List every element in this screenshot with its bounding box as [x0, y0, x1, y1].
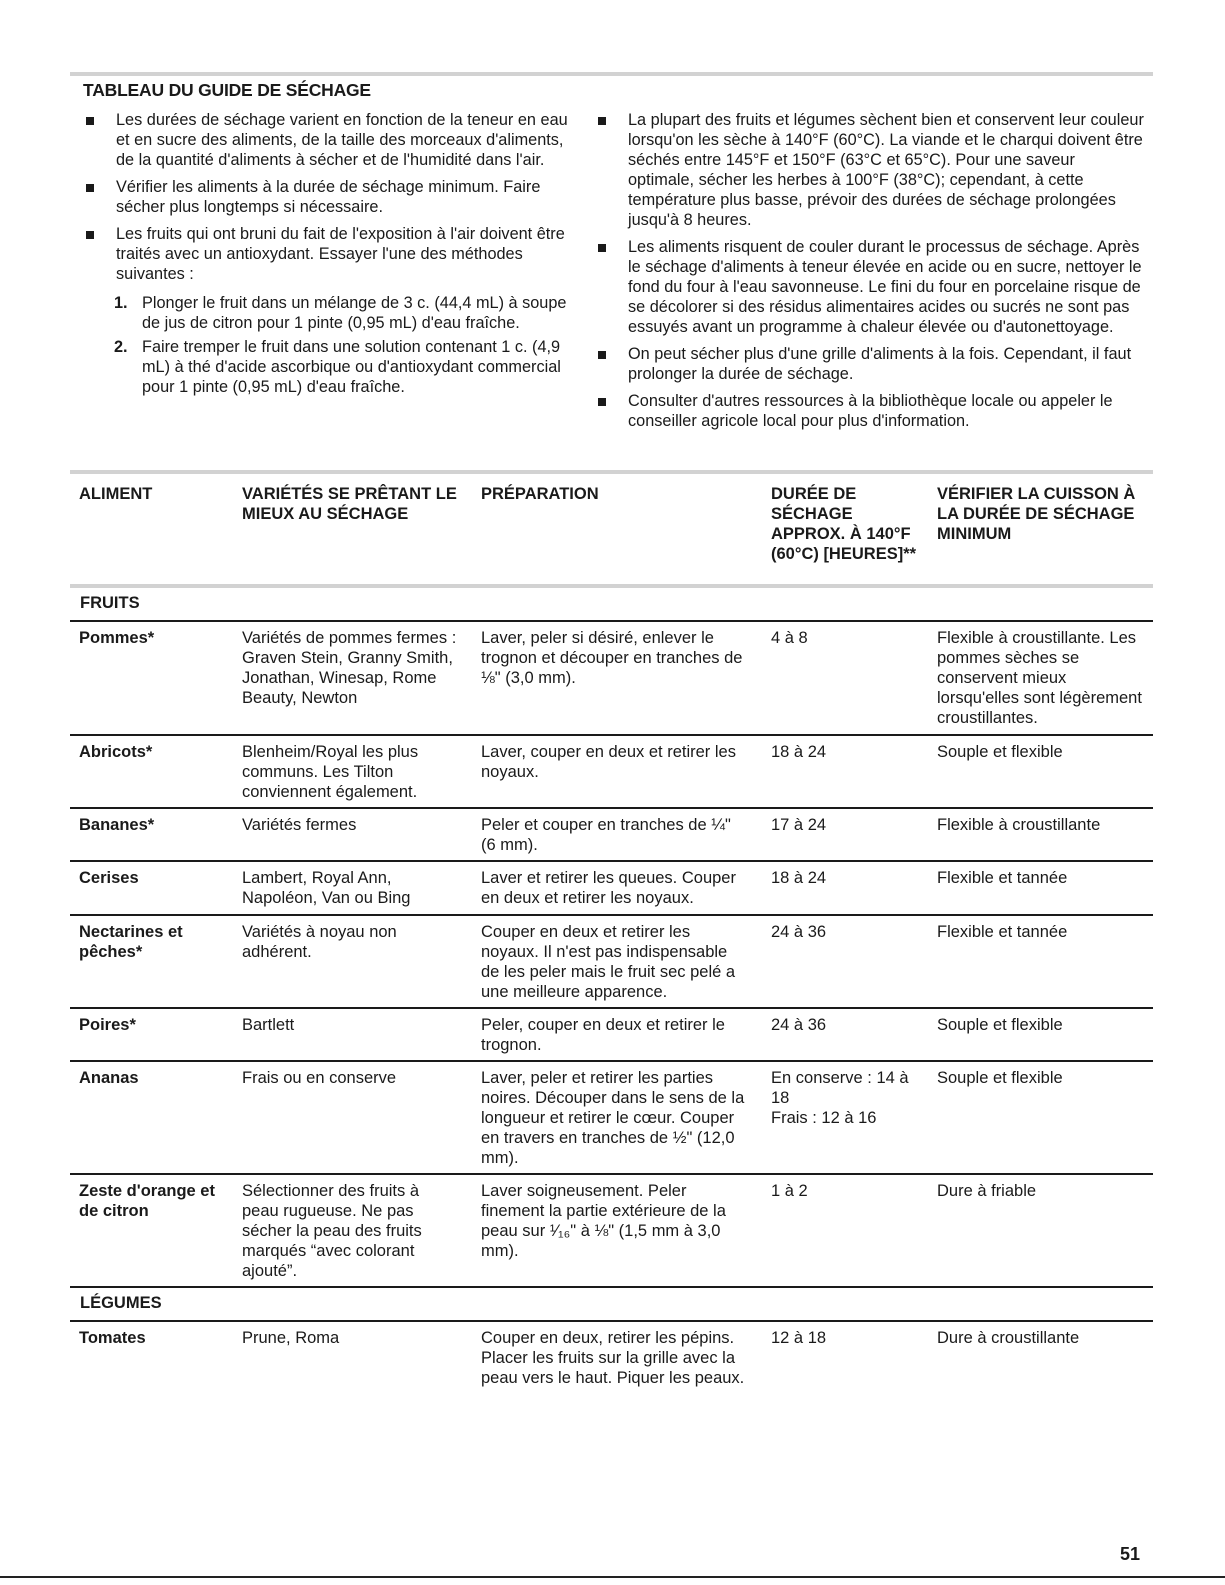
section-fruits: FRUITS [80, 594, 140, 612]
cell-varietes: Variétés de pommes fermes : Graven Stein, Granny Smith, Jonathan, Winesap, Rome Beauty, Newton [242, 629, 457, 707]
cell-varietes: Variétés à noyau non adhérent. [242, 923, 397, 961]
section-legumes: LÉGUMES [80, 1294, 162, 1312]
cell-aliment: Abricots* [79, 743, 153, 761]
row-divider [70, 1060, 1153, 1062]
cell-duree: En conserve : 14 à 18 Frais : 12 à 16 [771, 1069, 909, 1127]
cell-verifier: Souple et flexible [937, 1069, 1063, 1087]
header-bottom-band [70, 584, 1153, 588]
cell-duree: 1 à 2 [771, 1182, 808, 1200]
cell-duree: 24 à 36 [771, 1016, 827, 1034]
header-preparation: PRÉPARATION [481, 485, 599, 503]
cell-verifier: Flexible à croustillante [937, 816, 1101, 834]
header-aliment: ALIMENT [79, 485, 153, 503]
header-varietes: VARIÉTÉS SE PRÊTANT LE MIEUX AU SÉCHAGE [242, 485, 457, 523]
bullet-item: Les durées de séchage varient en fonction de la teneur en eau et en sucre des aliments, de la taille des morceaux d'aliments, de la quantité d'aliments à sécher et de l'humidité dans l'air. [82, 110, 574, 170]
cell-duree: 12 à 18 [771, 1329, 827, 1347]
cell-varietes: Prune, Roma [242, 1329, 340, 1347]
table-header-band [70, 470, 1153, 474]
row-divider [70, 1286, 1153, 1288]
step-number: 2. [114, 338, 128, 356]
row-divider [70, 734, 1153, 736]
cell-duree: 24 à 36 [771, 923, 827, 941]
row-divider [70, 807, 1153, 809]
cell-aliment: Nectarines et pêches* [79, 923, 183, 961]
numbered-step [82, 337, 574, 397]
bullet-item: Les fruits qui ont bruni du fait de l'exposition à l'air doivent être traités avec un antioxydant. Essayer l'une des méthodes suivantes : [82, 224, 574, 284]
cell-aliment: Poires* [79, 1016, 136, 1034]
cell-varietes: Lambert, Royal Ann, Napoléon, Van ou Bing [242, 869, 411, 907]
row-divider [70, 1007, 1153, 1009]
cell-preparation: Peler, couper en deux et retirer le trognon. [481, 1016, 725, 1054]
cell-verifier: Flexible et tannée [937, 869, 1068, 887]
header-verifier: VÉRIFIER LA CUISSON À LA DURÉE DE SÉCHAGE MINIMUM [937, 485, 1136, 543]
row-divider [70, 620, 1153, 622]
bullet-item: Vérifier les aliments à la durée de séchage minimum. Faire sécher plus longtemps si nécessaire. [82, 177, 574, 217]
cell-preparation: Laver soigneusement. Peler finement la partie extérieure de la peau sur ¹⁄₁₆" à ⅛" (1,5 mm à 3,0 mm). [481, 1182, 726, 1260]
cell-preparation: Couper en deux et retirer les noyaux. Il n'est pas indispensable de les peler mais le fruit sec pelé a une meilleure apparence. [481, 923, 736, 1001]
step-text: Plonger le fruit dans un mélange de 3 c. (44,4 mL) à soupe de jus de citron pour 1 pinte (0,95 mL) d'eau fraîche. [142, 294, 567, 332]
step-text: Faire tremper le fruit dans une solution contenant 1 c. (4,9 mL) à thé d'acide ascorbique ou d'antioxydant commercial pour 1 pinte (0,95 mL) d'eau fraîche. [142, 338, 561, 396]
cell-duree: 18 à 24 [771, 743, 827, 761]
row-divider [70, 860, 1153, 862]
cell-aliment: Ananas [79, 1069, 139, 1087]
numbered-step [82, 293, 574, 333]
left-column [82, 110, 574, 401]
cell-aliment: Bananes* [79, 816, 155, 834]
cell-preparation: Couper en deux, retirer les pépins. Placer les fruits sur la grille avec la peau vers le haut. Piquer les peaux. [481, 1329, 745, 1387]
cell-duree: 18 à 24 [771, 869, 827, 887]
cell-varietes: Sélectionner des fruits à peau rugueuse. Ne pas sécher la peau des fruits marqués “avec colorant ajouté”. [242, 1182, 422, 1280]
cell-varietes: Bartlett [242, 1016, 295, 1034]
cell-varietes: Blenheim/Royal les plus communs. Les Tilton conviennent également. [242, 743, 419, 801]
cell-verifier: Flexible à croustillante. Les pommes sèches se conservent mieux lorsqu'elles sont légèrement croustillantes. [937, 629, 1142, 727]
cell-preparation: Laver, couper en deux et retirer les noyaux. [481, 743, 736, 781]
bullet-item: Consulter d'autres ressources à la bibliothèque locale ou appeler le conseiller agricole local pour plus d'information. [594, 391, 1144, 431]
cell-aliment: Cerises [79, 869, 139, 887]
row-divider [70, 1173, 1153, 1175]
header-duree: DURÉE DE SÉCHAGE APPROX. À 140°F (60°C) [HEURES]** [771, 485, 917, 563]
row-divider [70, 1320, 1153, 1322]
cell-verifier: Souple et flexible [937, 1016, 1063, 1034]
right-column [594, 110, 1144, 438]
row-divider [70, 914, 1153, 916]
bullet-item: On peut sécher plus d'une grille d'aliments à la fois. Cependant, il faut prolonger la durée de séchage. [594, 344, 1144, 384]
bullet-item: La plupart des fruits et légumes sèchent bien et conservent leur couleur lorsqu'on les sèche à 140°F (60°C). La viande et le charqui doivent être séchés entre 145°F et 150°F (63°C et 65°C). Pour une saveur optimale, sécher les herbes à 100°F (38°C); cependant, à cette température plus basse, prévoir des durées de séchage prolongées jusqu'à 8 heures. [594, 110, 1144, 230]
page-title: TABLEAU DU GUIDE DE SÉCHAGE [83, 80, 371, 100]
cell-verifier: Flexible et tannée [937, 923, 1068, 941]
cell-varietes: Frais ou en conserve [242, 1069, 397, 1087]
step-number: 1. [114, 294, 128, 312]
cell-verifier: Dure à friable [937, 1182, 1037, 1200]
bullet-item: Les aliments risquent de couler durant le processus de séchage. Après le séchage d'aliments à teneur élevée en acide ou en sucre, nettoyer le fond du four à l'eau savonneuse. Le fini du four en porcelaine risque de se décolorer si des résidus alimentaires acides ou sucrés ne sont pas essuyés avant un programme à chaleur élevée ou d'autonettoyage. [594, 237, 1144, 337]
bottom-edge-line [0, 1576, 1225, 1578]
cell-duree: 17 à 24 [771, 816, 827, 834]
cell-preparation: Laver, peler si désiré, enlever le trognon et découper en tranches de ⅛" (3,0 mm). [481, 629, 743, 687]
cell-aliment: Zeste d'orange et de citron [79, 1182, 215, 1220]
cell-verifier: Dure à croustillante [937, 1329, 1080, 1347]
cell-preparation: Laver, peler et retirer les parties noires. Découper dans le sens de la longueur et retirer le cœur. Couper en travers en tranches de ½" (12,0 mm). [481, 1069, 745, 1167]
cell-aliment: Pommes* [79, 629, 155, 647]
cell-verifier: Souple et flexible [937, 743, 1063, 761]
page-number: 51 [1120, 1544, 1141, 1564]
cell-preparation: Peler et couper en tranches de ¼" (6 mm). [481, 816, 731, 854]
title-band [70, 72, 1153, 76]
cell-preparation: Laver et retirer les queues. Couper en deux et retirer les noyaux. [481, 869, 736, 907]
cell-aliment: Tomates [79, 1329, 146, 1347]
cell-duree: 4 à 8 [771, 629, 808, 647]
cell-varietes: Variétés fermes [242, 816, 357, 834]
